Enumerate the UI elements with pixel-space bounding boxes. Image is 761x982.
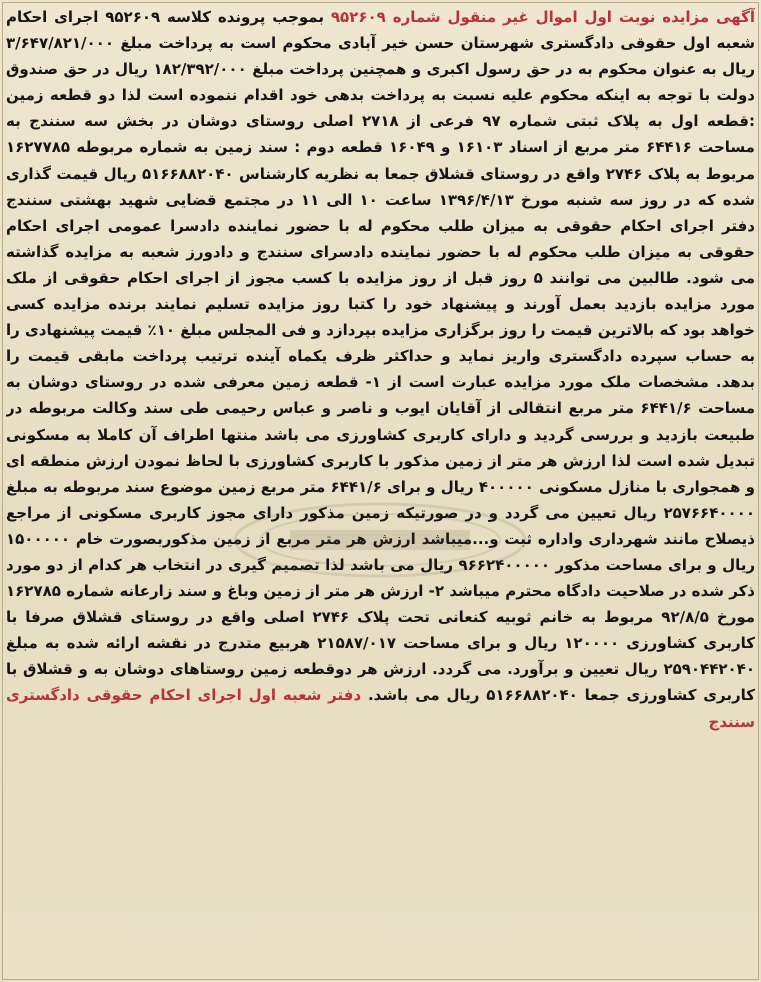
- notice-title: آگهی مزایده نوبت اول اموال غیر منقول شماره ۹۵۲۶۰۹: [330, 8, 755, 26]
- auction-notice: [6, 4, 755, 978]
- notice-signature: دفتر شعبه اول اجرای احکام حقوقی دادگستری سنندج: [6, 686, 755, 731]
- notice-body: بموجب پرونده کلاسه ۹۵۲۶۰۹ اجرای احکام شعبه اول حقوقی دادگستری شهرستان حسن خیر آبادی محکوم است به پرداخت مبلغ ۳/۶۴۷/۸۲۱/۰۰۰ ریال به عنوان محکوم به در حق رسول اکبری و همچنین پرداخت مبلغ ۱۸۲/۳۹۲/۰۰۰ ریال در حق صندوق دولت با توجه به اینکه محکوم علیه نسبت به پرداخت بدهی خود اقدام ننموده است لذا دو قطعه زمین :قطعه اول به پلاک ثبتی شماره ۹۷ فرعی از ۲۷۱۸ اصلی روستای دوشان در بخش سه سنندج به مساحت ۶۴۴۱۶ متر مربع از اسناد ۱۶۱۰۳ و ۱۶۰۴۹ قطعه دوم : سند زمین به شماره مربوطه ۱۶۲۷۷۸۵ مربوط به پلاک ۲۷۴۶ واقع در روستای قشلاق جمعا به نظریه کارشناس ۵۱۶۶۸۸۲۰۴۰ ریال قیمت گذاری شده که در روز سه شنبه مورخ ۱۳۹۶/۴/۱۳ ساعت ۱۰ الی ۱۱ در مجتمع قضایی شهید بهشتی سنندج دفتر اجرای احکام حقوقی به میزان طلب محکوم له با حضور نماینده دادسرا عمومی اجرای احکام حقوقی به میزان طلب محکوم له با حضور نماینده دادسرای سنندج و دادورز شعبه به مزایده گذاشته می شود. طالبین می توانند ۵ روز قبل از روز مزایده با کسب مجوز از اجرای احکام حقوقی از ملک مورد مزایده بازدید بعمل آورند و پیشنهاد خود را کتبا روز مزایده تسلیم نمایند برنده مزایده کسی خواهد بود که بالاترین قیمت را روز برگزاری مزایده بپردازد و فی المجلس مبلغ ۱۰٪ قیمت پیشنهادی را به حساب سپرده دادگستری واریز نماید و حداکثر ظرف یکماه آینده ترتیب پرداخت مابقی قیمت را بدهد. مشخصات ملک مورد مزایده عبارت است از ۱- قطعه زمین معرفی شده در روستای دوشان به مساحت ۶۴۴۱/۶ متر مربع انتقالی از آقایان ایوب و ناصر و عباس رحیمی طی سند وکالت مربوطه در طبیعت بازدید و بررسی گردید و دارای کاربری کشاورزی می باشد منتها اطراف آن کاملا به مسکونی تبدیل شده است لذا ارزش هر متر از زمین مذکور با کاربری کشاورزی با لحاظ نمودن ارزش منطقه ای و همجواری با منازل مسکونی ۴۰۰۰۰۰ ریال و برای ۶۴۴۱/۶ متر مربع زمین موضوع سند مربوطه به مبلغ ۲۵۷۶۶۴۰۰۰۰ ریال تعیین می گردد و در صورتیکه زمین مذکور دارای مجوز کاربری مسکونی از مراجع ذیصلاح مانند شهرداری واداره ثبت و...میباشد ارزش هر متر مربع از زمین مذکوربصورت خام ۱۵۰۰۰۰۰ ریال و برای مساحت مذکور ۹۶۶۲۴۰۰۰۰۰ ریال می باشد لذا تصمیم گیری در انتخاب هر کدام از دو مورد ذکر شده در صلاحیت دادگاه محترم میباشد ۲- ارزش هر متر از زمین وباغ و سند زارعانه شماره ۱۶۲۷۸۵ مورخ ۹۲/۸/۵ مربوط به خانم ثوبیه کنعانی تحت پلاک ۲۷۴۶ اصلی واقع در روستای قشلاق صرفا با کاربری کشاورزی ۱۲۰۰۰۰ ریال و برای مساحت ۲۱۵۸۷/۰۱۷ هربیع متدرج در نقشه ارائه شده به مبلغ ۲۵۹۰۴۴۲۰۴۰ ریال تعیین و برآورد. می گردد. ارزش هر دوقطعه زمین روستاهای دوشان به و قشلاق با کاربری کشاورزی جمعا ۵۱۶۶۸۸۲۰۴۰ ریال می باشد.: [6, 8, 755, 705]
